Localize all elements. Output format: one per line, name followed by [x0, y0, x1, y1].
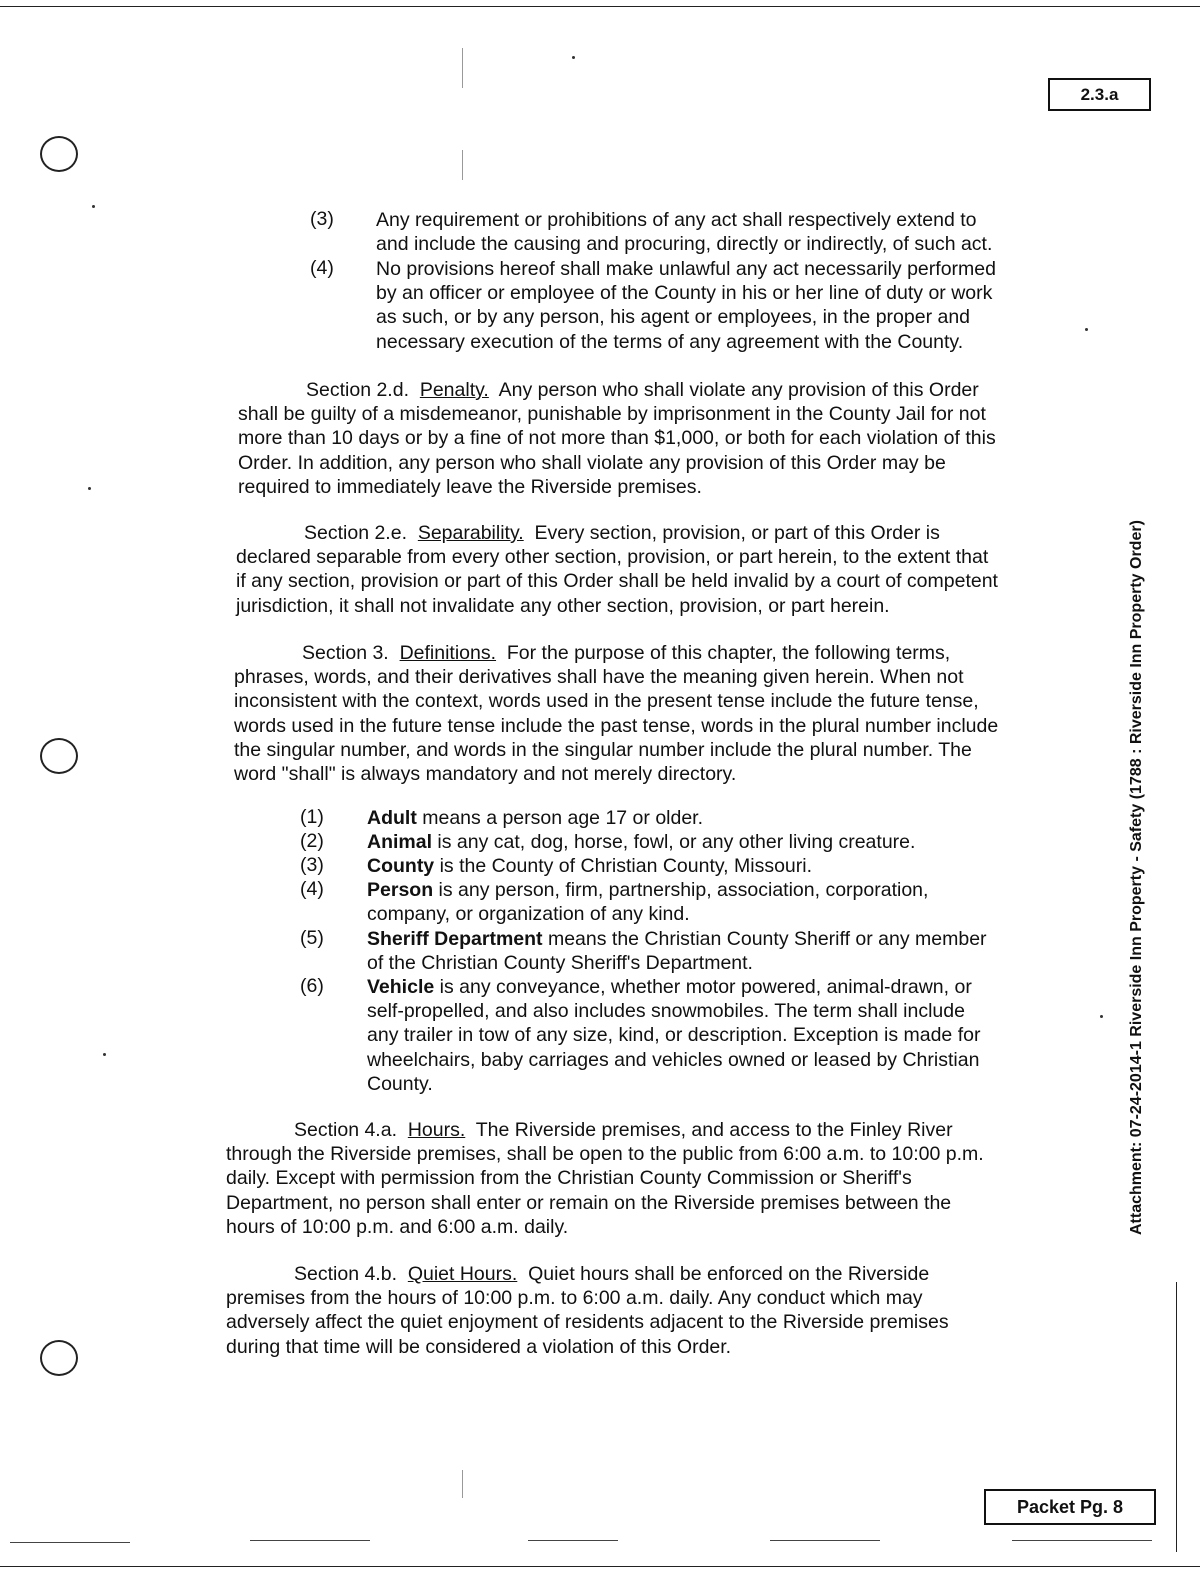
scan-streak [462, 48, 463, 88]
definition-sheriff-department: Sheriff Department means the Christian County Sheriff or any member of the Christian County Sheriff's Department. [367, 928, 987, 975]
scan-speck [1100, 1015, 1103, 1018]
section-title: Separability. [417, 522, 524, 544]
item-number: (6) [300, 975, 324, 997]
scan-speck [572, 56, 575, 59]
scan-dash [250, 1540, 370, 1541]
item-number: (2) [300, 830, 324, 852]
section-title: Penalty. [419, 379, 489, 401]
scan-streak [462, 150, 463, 180]
section-title: Hours. [407, 1119, 466, 1141]
list-item: No provisions hereof shall make unlawful any act necessarily performed by an officer or employee of the County in his or her line of duty or work as such, or by any person, his agent or employees, in the proper and necessary execution of the terms of any agreement with the County. [376, 258, 996, 353]
section-4b-quiet-hours: Section 4.b. Quiet Hours. Quiet hours shall be enforced on the Riverside premises from the hours of 10:00 p.m. to 6:00 a.m. daily. Any conduct which may adversely affect the quiet enjoyment of residents adjacent to the Riverside premises during that time will be considered a violation of this Order. [226, 1263, 949, 1358]
section-title: Definitions. [399, 642, 497, 664]
packet-page-label: Packet Pg. 8 [984, 1489, 1156, 1525]
section-4a-hours: Section 4.a. Hours. The Riverside premises, and access to the Finley River through the Riverside premises, shall be open to the public from 6:00 a.m. to 10:00 p.m. daily. Except with permission from the Christian County Commission or Sheriff's Department, no person shall enter or remain on the Riverside premises between the hours of 10:00 p.m. and 6:00 a.m. daily. [226, 1119, 984, 1238]
definition-county: County is the County of Christian County, Missouri. [367, 855, 813, 877]
section-2d-penalty: Section 2.d. Penalty. Any person who shall violate any provision of this Order shall be guilty of a misdemeanor, punishable by imprisonment in the County Jail for not more than 10 days or by a fine of not more than $1,000, or both for each violation of this Order. In addition, any person who shall violate any provision of this Order may be required to immediately leave the Riverside premises. [238, 379, 996, 498]
definition-vehicle: Vehicle is any conveyance, whether motor powered, animal-drawn, or self-propelled, and also includes snowmobiles. The term shall include any trailer in tow of any size, kind, or description. Exception is made for wheelchairs, baby carriages and vehicles owned or leased by Christian County. [367, 976, 981, 1095]
scan-dash [1012, 1540, 1152, 1541]
item-number: (4) [310, 257, 334, 279]
scan-dash [10, 1542, 130, 1543]
punch-hole-top [40, 136, 78, 172]
section-3-definitions: Section 3. Definitions. For the purpose of this chapter, the following terms, phrases, words, and their derivatives shall have the meaning given herein. When not inconsistent with the context, words used in the present tense include the future tense, words used in the future tense include the past tense, words in the plural number include the singular number, and words in the singular number include the plural number. The word "shall" is always mandatory and not merely directory. [234, 642, 999, 786]
section-title: Quiet Hours. [407, 1263, 518, 1285]
definition-adult: Adult means a person age 17 or older. [367, 807, 704, 829]
item-number: (1) [300, 806, 324, 828]
top-rule [0, 6, 1200, 7]
scan-dash [528, 1540, 618, 1541]
right-margin-rule [1176, 1282, 1177, 1552]
item-number: (3) [310, 208, 334, 230]
scan-speck [103, 1053, 106, 1056]
scan-streak [462, 1470, 463, 1498]
section-2e-separability: Section 2.e. Separability. Every section, provision, or part of this Order is declared separable from every other section, provision, or part herein, to the extent that if any section, provision or part of this Order shall be held invalid by a court of competent jurisdiction, it shall not invalidate any other section, provision, or part herein. [236, 522, 998, 617]
item-number: (4) [300, 878, 324, 900]
scan-speck [88, 487, 91, 490]
item-tag: 2.3.a [1048, 78, 1151, 111]
punch-hole-bottom [40, 1340, 78, 1376]
list-item: Any requirement or prohibitions of any act shall respectively extend to and include the causing and procuring, directly or indirectly, of such act. [376, 209, 993, 256]
scan-speck [1085, 328, 1088, 331]
bottom-rule [0, 1566, 1200, 1567]
punch-hole-middle [40, 738, 78, 774]
item-number: (5) [300, 927, 324, 949]
scan-dash [770, 1540, 880, 1541]
attachment-label: Attachment: 07-24-2014-1 Riverside Inn Property - Safety (1788 : Riverside Inn Property Order) [1128, 520, 1145, 1235]
definition-person: Person is any person, firm, partnership, association, corporation, company, or organization of any kind. [367, 879, 929, 926]
definition-animal: Animal is any cat, dog, horse, fowl, or any other living creature. [367, 831, 916, 853]
scan-speck [92, 205, 95, 208]
item-number: (3) [300, 854, 324, 876]
